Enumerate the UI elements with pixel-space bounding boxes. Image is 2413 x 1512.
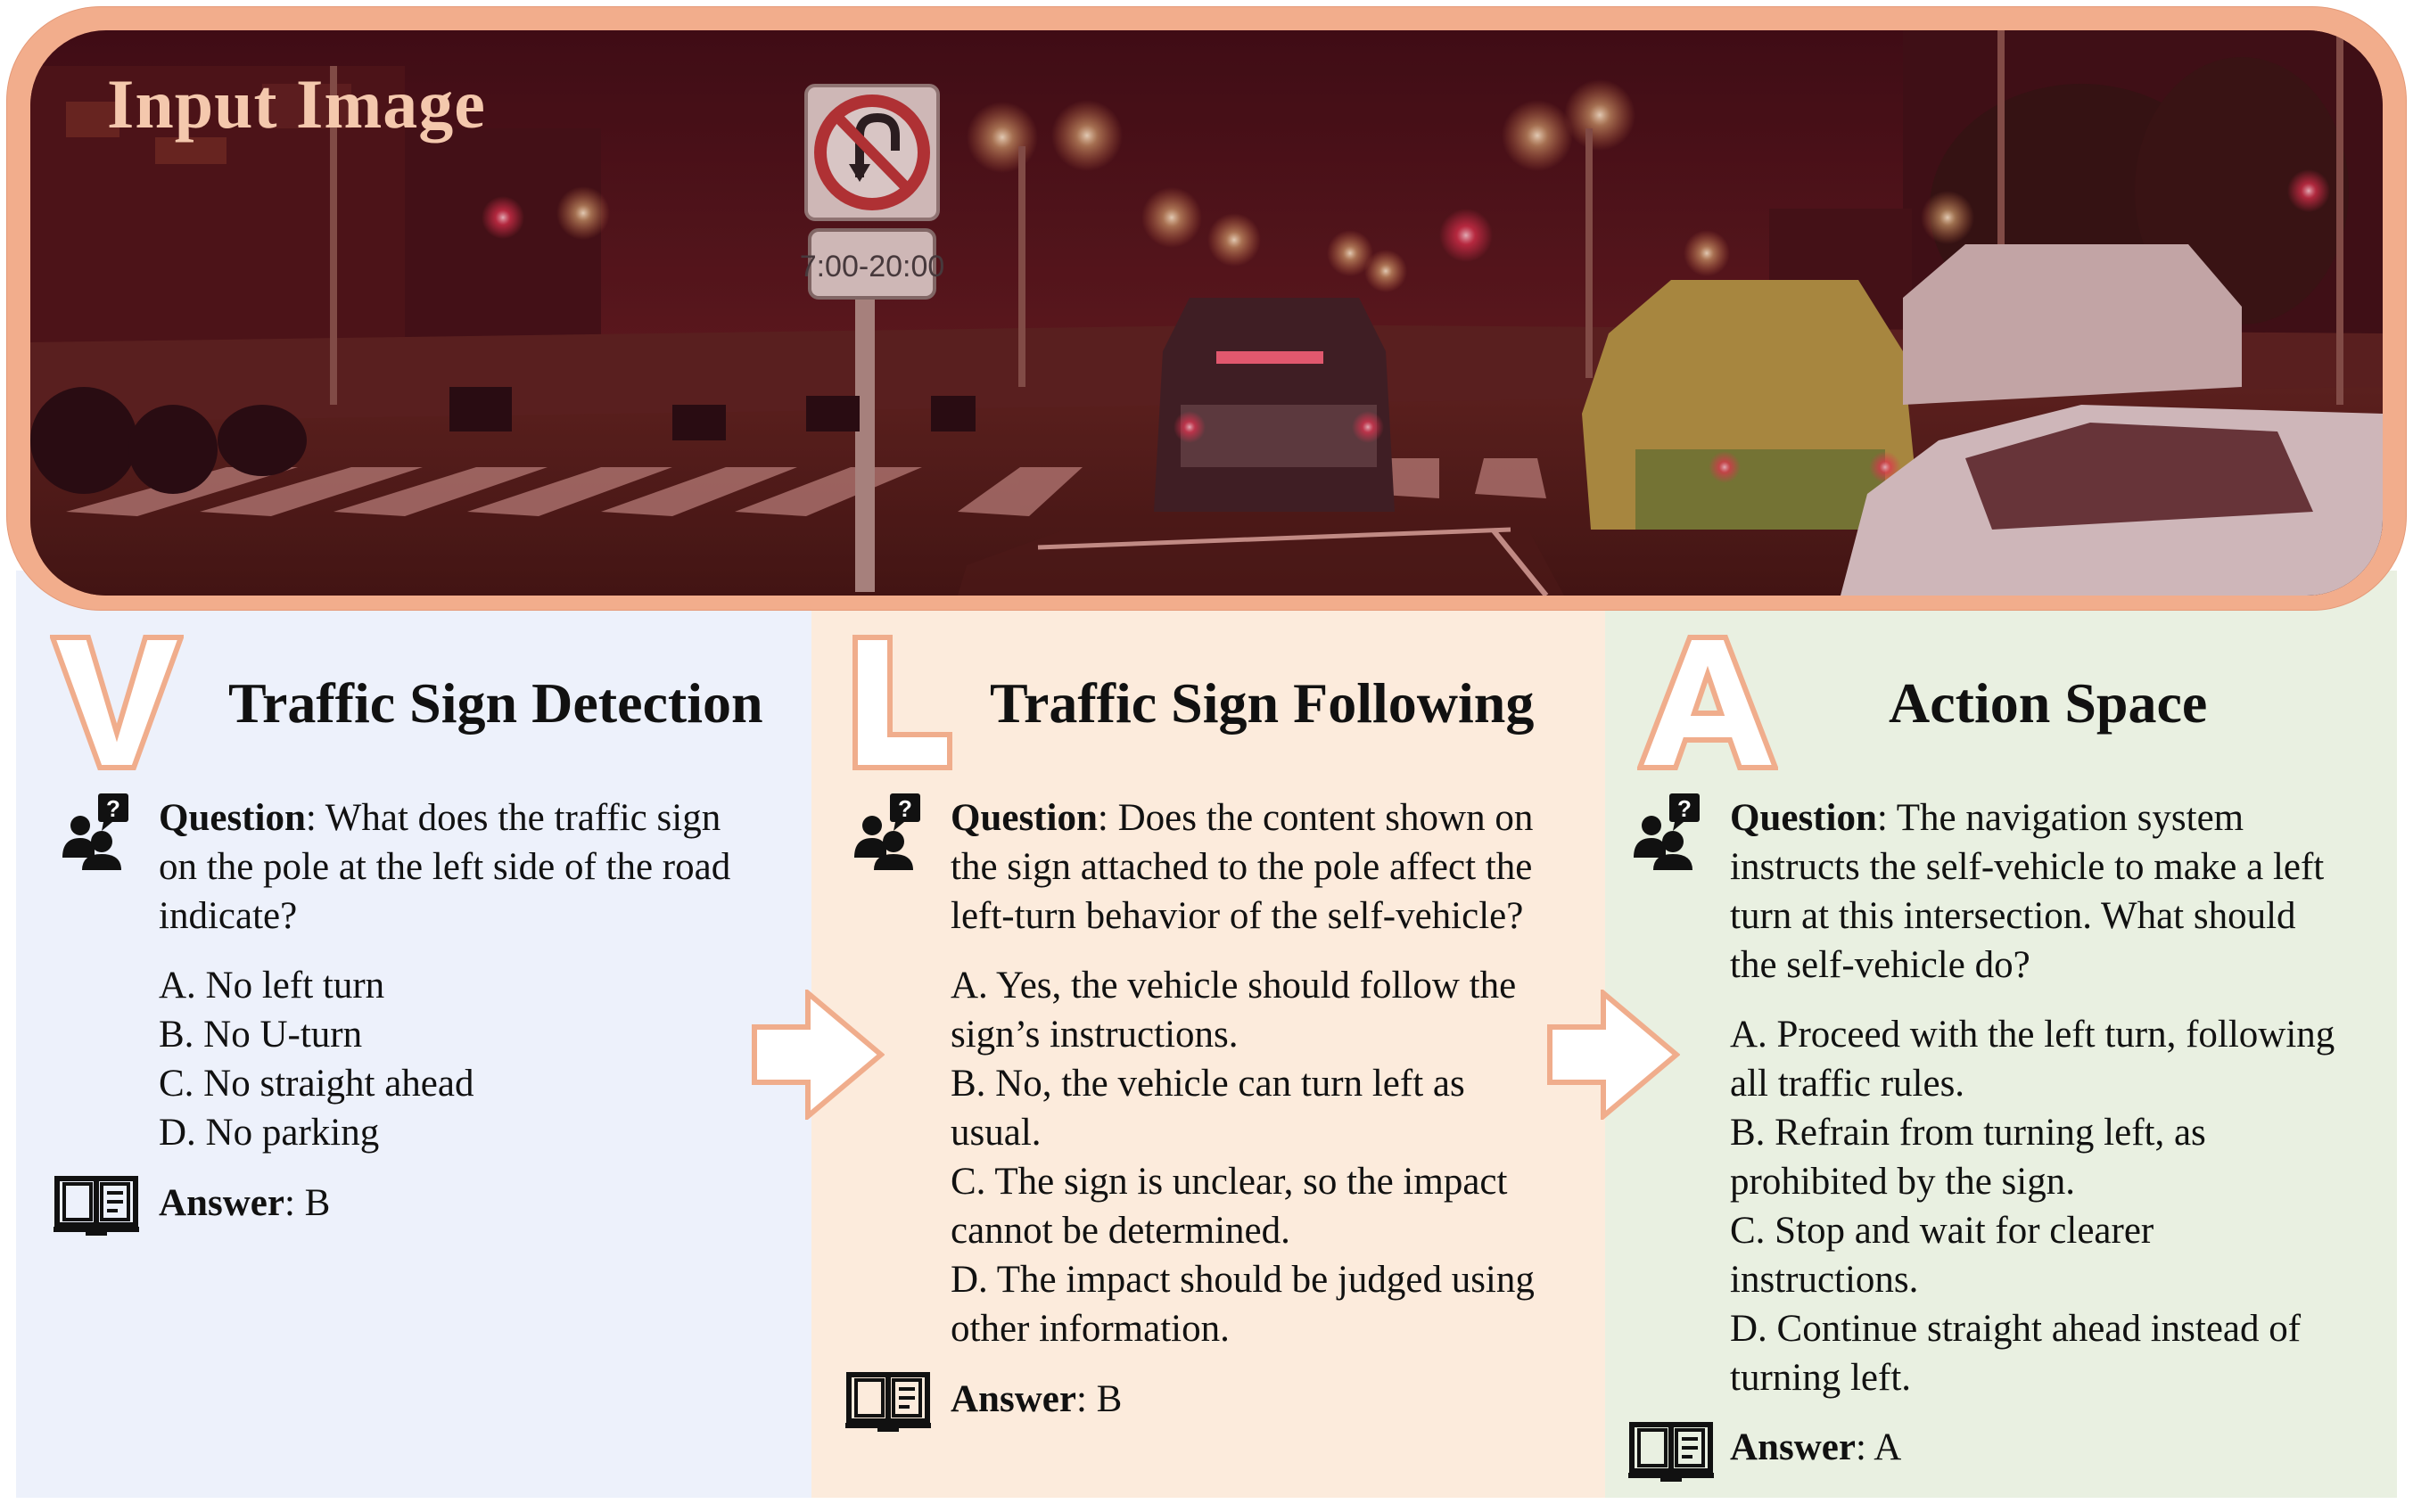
panel-v-title: Traffic Sign Detection [228, 671, 763, 735]
question-text-line: : What does the traffic sign [305, 797, 721, 839]
option-item: D. Continue straight ahead instead of [1730, 1308, 2302, 1350]
question-text-line: : The navigation system [1876, 797, 2244, 839]
question-label: Question [1730, 797, 1877, 839]
letter-a-icon [1637, 635, 1778, 770]
option-item: D. No parking [159, 1112, 380, 1154]
option-item: C. No straight ahead [159, 1063, 474, 1105]
option-item: D. The impact should be judged using [951, 1259, 1535, 1301]
option-item: all traffic rules. [1730, 1063, 1965, 1105]
question-text-line: on the pole at the left side of the road [159, 846, 731, 888]
input-image-title: Input Image [107, 65, 486, 143]
book-icon [1628, 1419, 1714, 1483]
panel-a-question [1730, 793, 2390, 990]
letter-v-icon [50, 635, 184, 770]
question-text-line: instructs the self-vehicle to make a left [1730, 846, 2325, 888]
question-text-line: : Does the content shown on [1097, 797, 1534, 839]
question-label: Question [159, 797, 306, 839]
question-label: Question [951, 797, 1098, 839]
question-person-icon [852, 792, 924, 870]
panel-l-answer [951, 1375, 1122, 1424]
answer-label: Answer [951, 1378, 1076, 1420]
option-item: cannot be determined. [951, 1210, 1290, 1252]
option-item: B. No U-turn [159, 1014, 363, 1056]
panel-v-question [159, 793, 801, 941]
question-text-line: the self-vehicle do? [1730, 944, 2030, 986]
sign-time-text: 7:00-20:00 [799, 250, 945, 284]
panel-a-answer [1730, 1423, 1901, 1472]
option-item: C. The sign is unclear, so the impact [951, 1161, 1508, 1203]
question-text-line: turn at this intersection. What should [1730, 895, 2296, 937]
question-text-line: left-turn behavior of the self-vehicle? [951, 895, 1524, 937]
option-item: sign’s instructions. [951, 1014, 1239, 1056]
book-icon [54, 1173, 139, 1237]
answer-value: : B [284, 1182, 331, 1224]
option-item: other information. [951, 1308, 1230, 1350]
answer-label: Answer [1730, 1426, 1856, 1468]
option-item: prohibited by the sign. [1730, 1161, 2075, 1203]
option-item: A. Proceed with the left turn, following [1730, 1014, 2335, 1056]
panel-l-options [951, 961, 1535, 1353]
option-item: A. Yes, the vehicle should follow the [951, 965, 1517, 1007]
question-person-icon [61, 792, 132, 870]
right-arrow-icon [1546, 990, 1680, 1120]
panel-v-options [159, 961, 474, 1157]
option-item: C. Stop and wait for clearer [1730, 1210, 2154, 1252]
letter-l-icon [852, 635, 952, 770]
input-image-frame [7, 7, 2406, 610]
option-item: A. No left turn [159, 965, 385, 1007]
svg-text:?: ? [898, 795, 912, 822]
option-item: turning left. [1730, 1357, 1912, 1399]
question-person-icon [1632, 792, 1703, 870]
question-text-line: indicate? [159, 895, 298, 937]
svg-text:?: ? [106, 795, 120, 822]
panel-a-options [1730, 1010, 2335, 1402]
answer-value: : A [1855, 1426, 1902, 1468]
option-item: instructions. [1730, 1259, 1919, 1301]
right-arrow-icon [751, 990, 885, 1120]
book-icon [845, 1369, 931, 1434]
panel-a-title: Action Space [1889, 671, 2208, 735]
option-item: B. No, the vehicle can turn left as [951, 1063, 1465, 1105]
svg-text:?: ? [1677, 795, 1692, 822]
question-text-line: the sign attached to the pole affect the [951, 846, 1533, 888]
option-item: B. Refrain from turning left, as [1730, 1112, 2206, 1154]
panel-v-answer [159, 1179, 330, 1228]
panel-l-question [951, 793, 1602, 941]
panel-l-title: Traffic Sign Following [990, 671, 1535, 735]
answer-value: : B [1075, 1378, 1123, 1420]
answer-label: Answer [159, 1182, 284, 1224]
option-item: usual. [951, 1112, 1042, 1154]
